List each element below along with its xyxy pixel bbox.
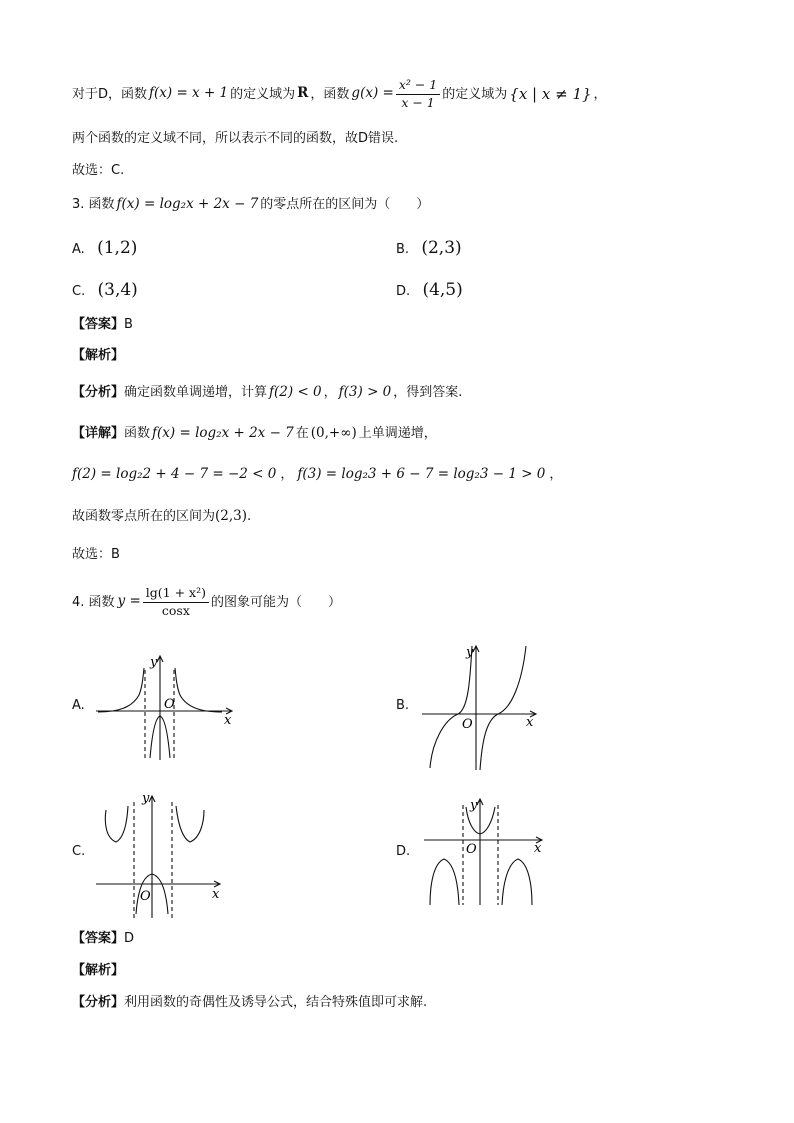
text-segment: 确定函数单调递增，计算 (124, 385, 268, 401)
choose-line: 故选：B (72, 547, 120, 562)
answer-line (72, 318, 133, 332)
option-label: D. (396, 284, 411, 299)
text-segment: ，函数 (310, 86, 350, 102)
option-a (72, 240, 137, 257)
math-interval: (0,+∞) (310, 425, 357, 441)
question-number: 3. 函数 (72, 197, 115, 213)
math-gx: g(x) = (351, 85, 394, 102)
fenxi-line (72, 386, 462, 400)
text-segment: ，得到答案. (393, 385, 463, 401)
graph-c (92, 788, 232, 920)
fraction-numerator: lg(1 + x²) (143, 587, 209, 603)
text-segment: . (247, 509, 252, 525)
text-segment: ， (549, 467, 563, 483)
curve-right (175, 668, 222, 712)
answer-value: B (124, 317, 133, 332)
curve-left (98, 668, 144, 712)
option-value: (3,4) (97, 280, 138, 300)
axis-label-y: y (470, 798, 478, 813)
axis-label-x: x (212, 887, 220, 902)
question-3-stem (72, 198, 429, 212)
option-b (396, 240, 462, 257)
origin-label: O (462, 717, 473, 732)
curve-right (176, 806, 204, 842)
text-segment: 在 (295, 426, 309, 442)
math-interval: (2,3) (215, 508, 248, 524)
curve-left (430, 646, 472, 768)
math-set: {x | x ≠ 1} (509, 84, 592, 103)
option-d (396, 282, 463, 299)
answer-tag: 【答案】 (72, 931, 125, 946)
curve-right (480, 646, 526, 770)
graph-label-c: C. (72, 844, 86, 859)
answer-tag: 【答案】 (72, 317, 125, 332)
axis-label-y: y (142, 791, 150, 806)
origin-label: O (140, 889, 151, 904)
text-segment: ， (323, 385, 337, 401)
analysis-tag: 【解析】 (72, 963, 125, 978)
option-label: B. (396, 242, 410, 257)
math-y: y = (117, 593, 141, 610)
axis-label-x: x (224, 713, 232, 728)
text-segment: 的零点所在的区间为（ ） (260, 197, 430, 213)
curve-left (105, 806, 128, 842)
origin-label: O (466, 842, 477, 857)
axis-label-y: y (466, 645, 474, 660)
question-number: 4. 函数 (72, 594, 115, 610)
option-d-conclusion: 两个函数的定义域不同，所以表示不同的函数，故D错误. (72, 131, 399, 146)
fenxi-tag: 【分析】 (72, 385, 125, 401)
text-segment: 上单调递增， (358, 426, 437, 442)
fenxi-tag: 【分析】 (72, 995, 125, 1010)
option-value: (4,5) (422, 280, 463, 300)
option-value: (2,3) (421, 238, 462, 258)
curve-right (502, 859, 532, 905)
axis-label-x: x (526, 715, 534, 730)
math-fx: f(x) = log₂x + 2x − 7 (152, 425, 294, 441)
math-calc-f2: f(2) = log₂2 + 4 − 7 = −2 < 0 (72, 466, 277, 482)
xiangjie-line (72, 427, 437, 441)
fraction-denominator: x − 1 (401, 94, 435, 110)
option-label: A. (72, 242, 85, 257)
conclusion-line (72, 510, 251, 524)
answer-value: D (124, 931, 135, 946)
option-d-analysis-line (72, 79, 607, 109)
graph-label-b: B. (396, 698, 410, 713)
fenxi-line (72, 996, 427, 1010)
text-segment: ， (280, 467, 294, 483)
graph-label-a: A. (72, 698, 85, 713)
text-segment: 故函数零点所在的区间为 (72, 509, 216, 525)
question-4-stem (72, 582, 341, 622)
axis-label-x: x (534, 841, 542, 856)
axis-label-y: y (150, 655, 158, 670)
math-f3: f(3) > 0 (338, 384, 392, 400)
fraction (143, 587, 209, 617)
graph-b (418, 642, 548, 772)
fraction (396, 79, 440, 109)
graph-a (92, 650, 242, 762)
math-fx: f(x) = x + 1 (149, 85, 229, 102)
option-value: (1,2) (97, 238, 138, 258)
text-segment: 对于D，函数 (72, 86, 148, 102)
curve-left (430, 859, 459, 905)
text-segment: 的图象可能为（ ） (210, 594, 341, 610)
graph-d (422, 795, 552, 911)
xiangjie-tag: 【详解】 (72, 426, 125, 442)
analysis-tag: 【解析】 (72, 348, 125, 363)
origin-label: O (164, 697, 175, 712)
math-calc-f3: f(3) = log₂3 + 6 − 7 = log₂3 − 1 > 0 (297, 466, 546, 482)
fraction-numerator: x² − 1 (396, 79, 440, 95)
graph-label-d: D. (396, 844, 411, 859)
text-segment: 函数 (124, 426, 151, 442)
text-segment: ， (593, 86, 607, 102)
calculation-line (72, 468, 562, 482)
answer-line (72, 932, 134, 946)
fraction-denominator: cosx (161, 602, 190, 618)
text-segment: 的定义域为 (230, 86, 296, 102)
math-fx: f(x) = log₂x + 2x − 7 (116, 196, 259, 212)
choose-line: 故选：C. (72, 163, 125, 178)
text-segment: 的定义域为 (442, 86, 508, 102)
fenxi-text: 利用函数的奇偶性及诱导公式，结合特殊值即可求解. (124, 995, 428, 1010)
math-R: R (297, 85, 309, 102)
math-f2: f(2) < 0 (269, 384, 322, 400)
option-label: C. (72, 284, 86, 299)
option-c (72, 282, 138, 299)
